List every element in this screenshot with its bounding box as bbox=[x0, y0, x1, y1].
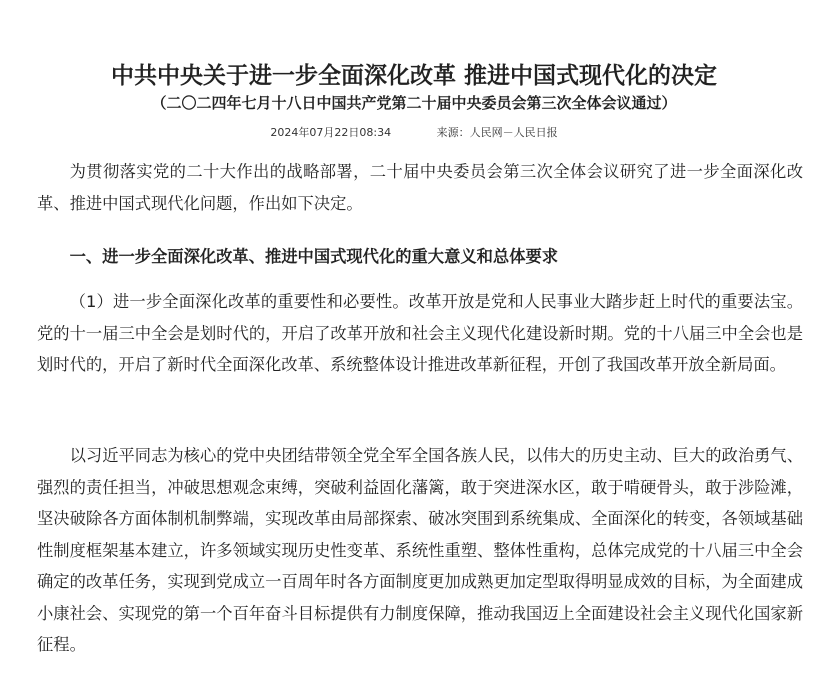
body-paragraph-1: （1）进一步全面深化改革的重要性和必要性。改革开放是党和人民事业大踏步赶上时代的重要法宝。党的十一届三中全会是划时代的，开启了改革开放和社会主义现代化建设新时期。党的十八届三中全会也是划时代的，开启了新时代全面深化改革、系统整体设计推进改革新征程，开创了我国改革开放全新局面。 bbox=[37, 292, 803, 374]
article-meta bbox=[0, 124, 828, 142]
source-link[interactable]: 人民网－人民日报 bbox=[469, 126, 558, 139]
section-heading: 一、进一步全面深化改革、推进中国式现代化的重大意义和总体要求 bbox=[69, 247, 559, 266]
source-label: 来源： bbox=[436, 126, 470, 139]
intro-paragraph: 为贯彻落实党的二十大作出的战略部署，二十届中央委员会第三次全体会议研究了进一步全面深化改革、推进中国式现代化问题，作出如下决定。 bbox=[37, 162, 803, 213]
body-paragraph-2: 以习近平同志为核心的党中央团结带领全党全军全国各族人民，以伟大的历史主动、巨大的政治勇气、强烈的责任担当，冲破思想观念束缚，突破利益固化藩篱，敢于突进深水区，敢于啃硬骨头，敢于涉险滩，坚决破除各方面体制机制弊端，实现改革由局部探索、破冰突围到系统集成、全面深化的转变，各领域基础性制度框架基本建立，许多领域实现历史性变革、系统性重塑、整体性重构，总体完成党的十八届三中全会确定的改革任务，实现到党成立一百周年时各方面制度更加成熟更加定型取得明显成效的目标，为全面建成小康社会、实现党的第一个百年奋斗目标提供有力制度保障，推动我国迈上全面建设社会主义现代化国家新征程。 bbox=[37, 446, 803, 654]
article-subtitle: （二〇二四年七月十八日中国共产党第二十届中央委员会第三次全体会议通过） bbox=[151, 94, 677, 112]
publish-date: 2024年07月22日08:34 bbox=[270, 126, 392, 139]
article-title: 中共中央关于进一步全面深化改革 推进中国式现代化的决定 bbox=[110, 63, 717, 90]
